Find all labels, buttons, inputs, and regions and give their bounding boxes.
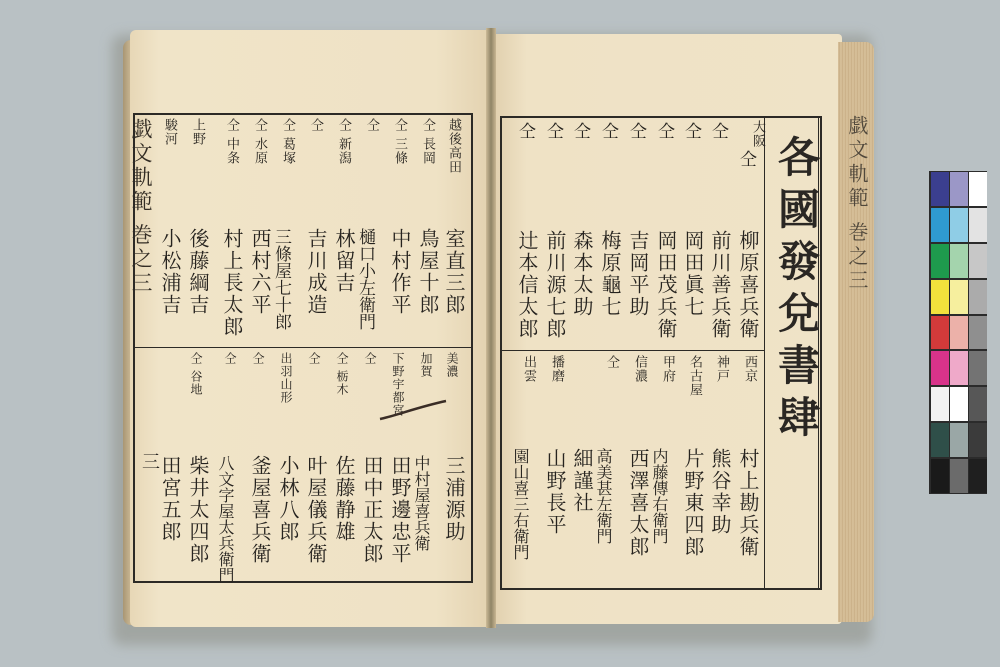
left-top-name: 樋口小左衛門: [355, 228, 375, 330]
right-bottom-name: 熊谷幸助: [708, 448, 732, 536]
right-top-ditto-mark: 仝: [598, 122, 618, 139]
left-bottom-location: 仝 栃木: [335, 352, 349, 396]
page-number: 三: [139, 452, 160, 473]
right-top-ditto-mark: 仝: [654, 122, 674, 139]
gray-swatch: [969, 387, 987, 421]
color-swatch: [931, 316, 949, 350]
color-swatch: [950, 244, 968, 278]
left-bottom-location: 出羽山形: [279, 352, 293, 404]
color-calibration-card: [929, 171, 987, 494]
left-top-location: 駿河: [162, 118, 177, 146]
left-bottom-name: 小林八郎: [276, 455, 300, 543]
left-bottom-name: 叶屋儀兵衛: [304, 455, 328, 565]
right-top-ditto-mark: 仝: [736, 150, 756, 167]
left-bottom-name: 八文字屋太兵衛門: [216, 455, 235, 583]
left-top-location: 仝: [308, 118, 323, 132]
right-bottom-name: 片野東四郎: [681, 448, 705, 558]
right-bottom-name: 細謹社: [570, 448, 594, 514]
left-bottom-location: 仝: [307, 352, 321, 365]
left-top-name: 西村六平: [248, 228, 272, 316]
left-top-name: 村上長太郎: [220, 228, 244, 338]
left-top-location: 仝 葛塚: [280, 118, 295, 166]
left-top-location: 仝 中条: [224, 118, 239, 166]
right-top-ditto-mark: 仝: [681, 122, 701, 139]
color-swatch: [931, 351, 949, 385]
right-bottom-location: 西京: [742, 355, 757, 383]
left-top-name: 後藤綱吉: [186, 228, 210, 316]
right-top-ditto-mark: 仝: [626, 122, 646, 139]
right-top-name: 柳原喜兵衛: [736, 230, 760, 340]
left-bottom-name: 田野邊忠平: [388, 455, 412, 565]
book-gutter: [486, 28, 496, 628]
left-top-name: 林留吉: [332, 228, 356, 294]
color-swatch: [950, 423, 968, 457]
gray-swatch: [969, 459, 987, 493]
right-bottom-name: 村上勘兵衛: [736, 448, 760, 558]
edge-title: 戯文軌範 巻之三: [845, 115, 869, 294]
right-top-name: 岡田茂兵衛: [654, 230, 678, 340]
left-bottom-location: 下野宇都宮: [391, 352, 405, 417]
right-top-name: 辻本信太郎: [515, 230, 539, 340]
color-swatch: [931, 208, 949, 242]
right-bottom-location: 仝: [604, 355, 619, 369]
right-bottom-name: 山野長平: [543, 448, 567, 536]
left-bottom-location: 仝 谷地: [189, 352, 203, 396]
left-top-name: 三條屋七十郎: [271, 228, 291, 330]
left-bottom-name: 田中正太郎: [360, 455, 384, 565]
right-top-name: 森本太助: [570, 230, 594, 318]
gray-swatch: [969, 208, 987, 242]
left-bottom-name: 田宮五郎: [158, 455, 182, 543]
left-divider: [133, 347, 471, 348]
color-swatch: [950, 387, 968, 421]
color-swatch: [931, 280, 949, 314]
right-bottom-location: 甲府: [660, 355, 675, 383]
gray-swatch: [969, 423, 987, 457]
right-bottom-location: 神戸: [714, 355, 729, 383]
right-top-ditto-mark: 仝: [515, 122, 535, 139]
title-column-rule: [764, 116, 765, 588]
ink-stroke-mark: [378, 397, 448, 423]
left-top-location: 仝: [364, 118, 379, 132]
gray-swatch: [969, 244, 987, 278]
color-swatch: [950, 459, 968, 493]
left-bottom-location: 美濃: [445, 352, 459, 378]
left-bottom-location: 加賀: [419, 352, 433, 378]
color-swatch: [950, 172, 968, 206]
right-top-location: 大阪: [750, 120, 765, 148]
right-bottom-location: 信濃: [632, 355, 647, 383]
left-bottom-location: 仝: [223, 352, 237, 365]
color-swatch: [931, 172, 949, 206]
color-swatch: [950, 280, 968, 314]
right-top-name: 前川源七郎: [543, 230, 567, 340]
left-top-name: 小松浦吉: [158, 228, 182, 316]
gray-swatch: [969, 316, 987, 350]
right-top-name: 前川善兵衛: [708, 230, 732, 340]
right-top-name: 岡田眞七: [681, 230, 705, 318]
left-top-name: 鳥屋十郎: [416, 228, 440, 316]
right-top-name: 梅原龜七: [598, 230, 622, 318]
left-top-location: 仝 三條: [392, 118, 407, 166]
left-bottom-name: 柴井太四郎: [186, 455, 210, 565]
left-bottom-name: 佐藤静雄: [332, 455, 356, 543]
right-bottom-location: 播磨: [549, 355, 564, 383]
page-title: 各國發兌書肆: [772, 135, 821, 447]
left-bottom-name: 三浦源助: [442, 455, 466, 543]
left-bottom-name: 釜屋喜兵衛: [248, 455, 272, 565]
right-bottom-name: 西澤喜太郎: [626, 448, 650, 558]
color-swatch: [931, 387, 949, 421]
left-top-location: 越後高田: [446, 118, 461, 174]
spine-title: 戯文軌範 巻之三: [129, 118, 153, 296]
left-top-location: 仝 長岡: [420, 118, 435, 166]
right-top-ditto-mark: 仝: [708, 122, 728, 139]
right-bottom-location: 出雲: [521, 355, 536, 383]
gray-swatch: [969, 351, 987, 385]
color-swatch: [950, 351, 968, 385]
left-bottom-location: 仝: [251, 352, 265, 365]
gray-swatch: [969, 172, 987, 206]
color-swatch: [931, 459, 949, 493]
gray-swatch: [969, 280, 987, 314]
right-bottom-location: 名古屋: [687, 355, 702, 397]
right-top-name: 吉岡平助: [626, 230, 650, 318]
left-top-name: 吉川成造: [304, 228, 328, 316]
right-bottom-name: 高美甚左衛門: [594, 448, 613, 544]
right-divider: [500, 350, 764, 351]
left-top-name: 室直三郎: [442, 228, 466, 316]
right-top-ditto-mark: 仝: [570, 122, 590, 139]
color-swatch: [931, 423, 949, 457]
color-swatch: [950, 316, 968, 350]
left-top-location: 上野: [190, 118, 205, 146]
right-top-ditto-mark: 仝: [543, 122, 563, 139]
right-bottom-name: 園山喜三右衛門: [511, 448, 530, 560]
right-bottom-name: 内藤傳右衛門: [650, 448, 669, 544]
left-top-location: 仝 新潟: [336, 118, 351, 166]
left-bottom-location: 仝: [363, 352, 377, 365]
color-swatch: [950, 208, 968, 242]
color-swatch: [931, 244, 949, 278]
left-top-location: 仝 水原: [252, 118, 267, 166]
left-top-name: 中村作平: [388, 228, 412, 316]
left-bottom-name: 中村屋喜兵衛: [412, 455, 431, 551]
